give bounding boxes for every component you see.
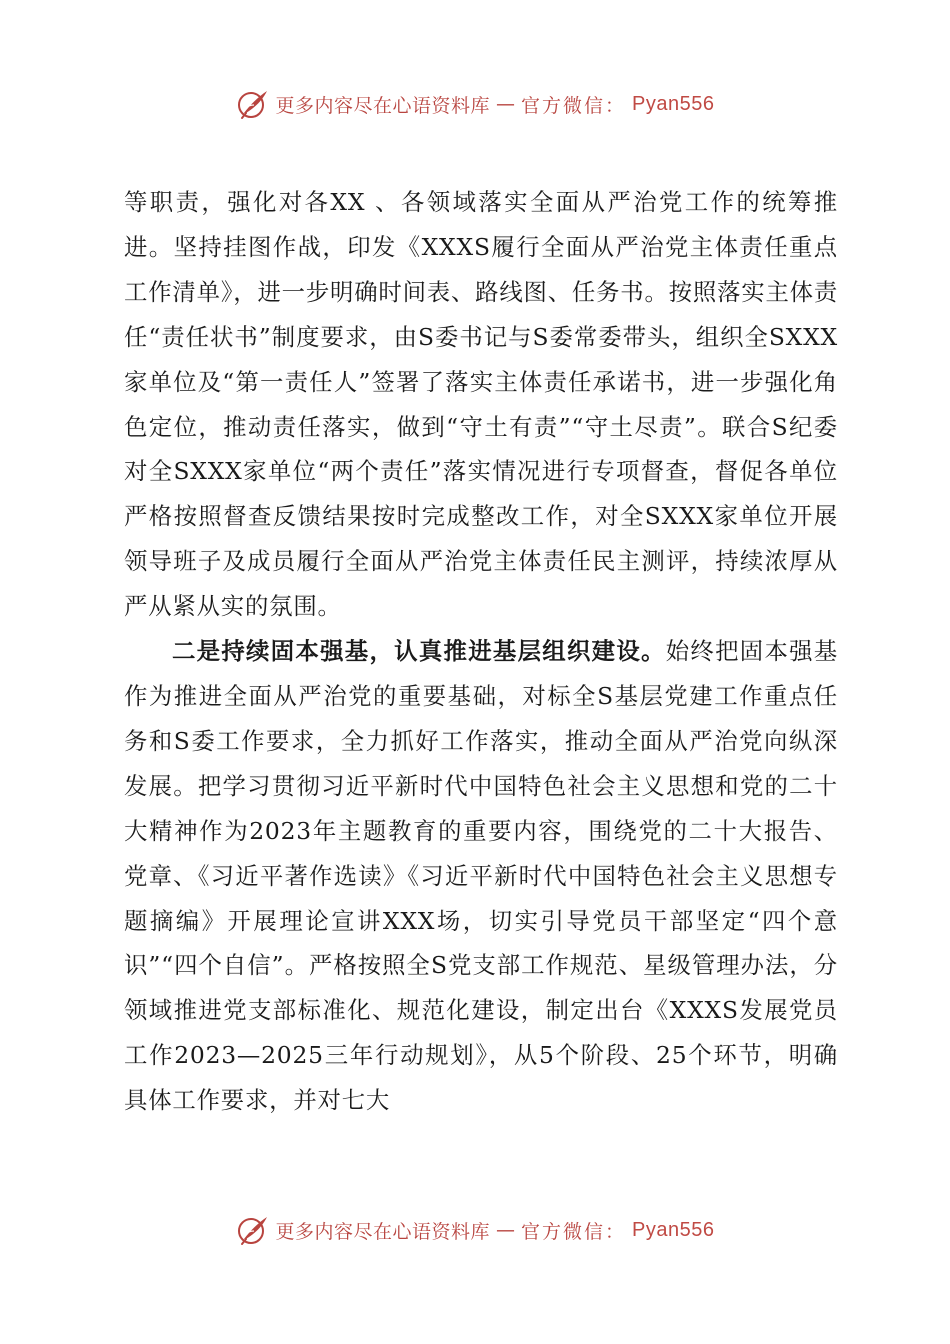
watermark-contact-label: 官方微信： [521, 1220, 627, 1243]
quill-pen-circle-icon [236, 87, 270, 121]
paragraph-2-lead-heading: 二是持续固本强基，认真推进基层组织建设。 [172, 637, 666, 666]
watermark-site-text: 更多内容尽在心语资料库 [275, 1220, 491, 1243]
watermark-site-text: 更多内容尽在心语资料库 [275, 94, 491, 117]
quill-pen-circle-icon [236, 1213, 270, 1247]
paragraph-2 [124, 629, 838, 1123]
watermark-contact-label: 官方微信： [521, 94, 627, 117]
watermark-contact-id: Pyan556 [632, 1218, 715, 1241]
paragraph-1: 等职责，强化对各XX 、各领域落实全面从严治党工作的统筹推进。坚持挂图作战，印发《XXXS履行全面从严治党主体责任重点工作清单》，进一步明确时间表、路线图、任务书。按照落实主体责任“责任状书”制度要求，由S委书记与S委常委带头，组织全SXXX家单位及“第一责任人”签署了落实主体责任承诺书，进一步强化角色定位，推动责任落实，做到“守土有责”“守土尽责”。联合S纪委对全SXXX家单位“两个责任”落实情况进行专项督查，督促各单位严格按照督查反馈结果按时完成整改工作，对全SXXX家单位开展领导班子及成员履行全面从严治党主体责任民主测评，持续浓厚从严从紧从实的氛围。 [124, 188, 839, 621]
header-watermark-banner [0, 84, 950, 124]
watermark-separator: — [496, 93, 516, 115]
footer-watermark-banner [0, 1210, 950, 1250]
document-body [124, 180, 838, 1123]
watermark-contact-id: Pyan556 [632, 92, 715, 115]
watermark-separator: — [496, 1219, 516, 1241]
paragraph-2-text: 始终把固本强基作为推进全面从严治党的重要基础，对标全S基层党建工作重点任务和S委工作要求，全力抓好工作落实，推动全面从严治党向纵深发展。把学习贯彻习近平新时代中国特色社会主义思想和党的二十大精神作为2023年主题教育的重要内容，围绕党的二十大报告、党章、《习近平著作选读》《习近平新时代中国特色社会主义思想专题摘编》开展理论宣讲XXX场，切实引导党员干部坚定“四个意识”“四个自信”。严格按照全S党支部工作规范、星级管理办法，分领域推进党支部标准化、规范化建设，制定出台《XXXS发展党员工作2023—2025三年行动规划》，从5个阶段、25个环节，明确具体工作要求，并对七大 [124, 637, 839, 1115]
